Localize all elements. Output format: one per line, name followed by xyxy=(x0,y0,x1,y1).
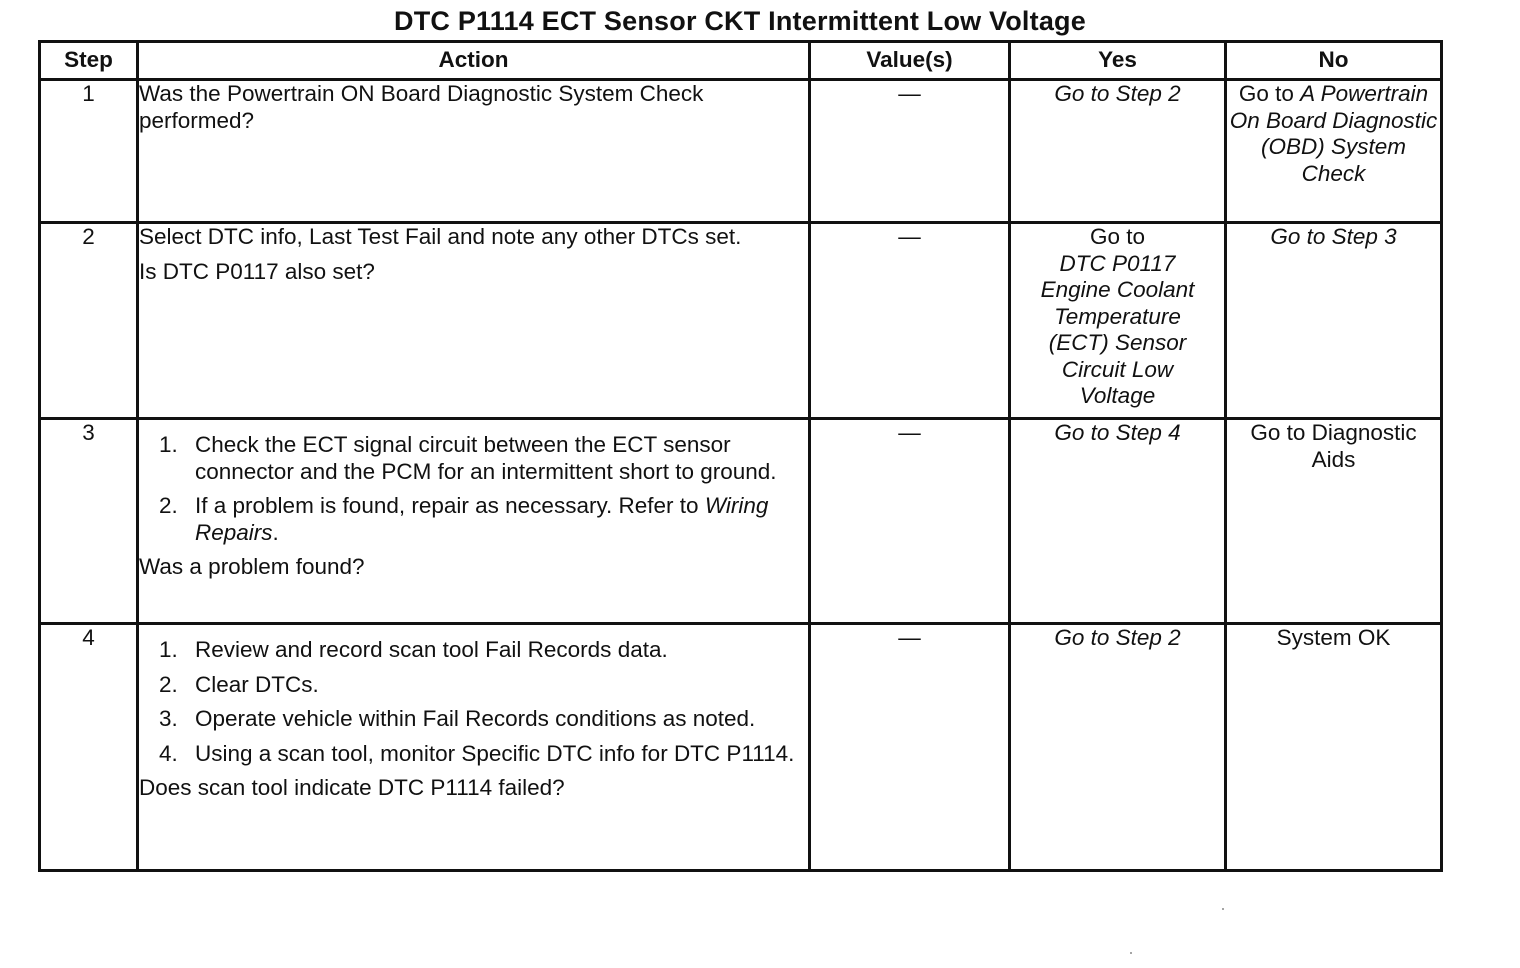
list-text: Review and record scan tool Fail Records data. xyxy=(195,637,668,662)
table-row xyxy=(40,223,1442,419)
list-number: 2. xyxy=(159,671,178,697)
list-text: Using a scan tool, monitor Specific DTC info for DTC P1114. xyxy=(195,740,795,766)
table-row xyxy=(40,80,1442,223)
page-title: DTC P1114 ECT Sensor CKT Intermittent Low Voltage xyxy=(394,6,1086,36)
list-number: 4. xyxy=(159,740,178,766)
action-text: Was the Powertrain ON Board Diagnostic System Check performed? xyxy=(139,81,704,133)
action-question: Is DTC P0117 also set? xyxy=(139,258,375,284)
yes-cell: Go to Step 2 xyxy=(1010,624,1226,871)
yes-cell: Go to Step 4 xyxy=(1010,419,1226,624)
list-item xyxy=(139,706,808,733)
value-cell: — xyxy=(810,624,1010,871)
yes-prefix: Go to xyxy=(1089,224,1146,249)
value-cell: — xyxy=(810,223,1010,419)
step-number: 1 xyxy=(40,80,138,223)
no-cell: Go to Step 3 xyxy=(1226,223,1442,419)
action-cell xyxy=(138,419,810,624)
action-question: Was a problem found? xyxy=(139,554,365,579)
no-cell: System OK xyxy=(1226,624,1442,871)
table-header-row xyxy=(40,42,1442,80)
yes-cell: Go to Step 2 xyxy=(1010,80,1226,223)
list-item xyxy=(139,741,808,768)
list-item xyxy=(139,672,808,699)
action-steps xyxy=(139,432,808,546)
column-header-no: No xyxy=(1226,42,1442,80)
column-header-values: Value(s) xyxy=(810,42,1010,80)
list-text: Check the ECT signal circuit between the ECT sensor connector and the PCM for an intermittent short to ground. xyxy=(195,432,777,484)
list-item xyxy=(139,493,808,546)
step-number: 3 xyxy=(40,419,138,624)
action-steps xyxy=(139,637,808,767)
step-number: 2 xyxy=(40,223,138,419)
table-row xyxy=(40,624,1442,871)
list-number: 3. xyxy=(159,706,178,731)
action-question: Does scan tool indicate DTC P1114 failed? xyxy=(139,775,565,800)
step-number: 4 xyxy=(40,624,138,871)
yes-cell xyxy=(1010,223,1226,419)
list-text: Clear DTCs. xyxy=(195,671,319,697)
list-number: 1. xyxy=(159,637,178,662)
value-cell: — xyxy=(810,80,1010,223)
no-cell: Go to Diagnostic Aids xyxy=(1226,419,1442,624)
list-item xyxy=(139,432,808,485)
action-cell xyxy=(138,624,810,871)
no-prefix: Go to xyxy=(1238,81,1301,106)
list-number: 2. xyxy=(159,493,178,518)
table-row xyxy=(40,419,1442,624)
action-text: Select DTC info, Last Test Fail and note any other DTCs set. xyxy=(139,224,742,249)
scan-speck xyxy=(1130,952,1132,954)
no-cell xyxy=(1226,80,1442,223)
column-header-yes: Yes xyxy=(1010,42,1226,80)
column-header-step: Step xyxy=(40,42,138,80)
yes-link: DTC P0117 Engine Coolant Temperature (ECT) Sensor Circuit Low Voltage xyxy=(1040,250,1195,408)
action-cell xyxy=(138,223,810,419)
value-cell: — xyxy=(810,419,1010,624)
list-text: If a problem is found, repair as necessary. Refer to xyxy=(195,493,705,518)
list-link: Wiring Repairs xyxy=(195,493,769,545)
list-text: Operate vehicle within Fail Records conditions as noted. xyxy=(195,706,756,731)
list-item xyxy=(139,637,808,664)
scan-speck xyxy=(1222,908,1224,910)
list-number: 1. xyxy=(159,432,178,457)
action-cell xyxy=(138,80,810,223)
no-link: A Powertrain On Board Diagnostic (OBD) System Check xyxy=(1229,81,1438,186)
list-suffix: . xyxy=(272,519,279,545)
column-header-action: Action xyxy=(138,42,810,80)
diagnostic-table xyxy=(38,40,1443,872)
